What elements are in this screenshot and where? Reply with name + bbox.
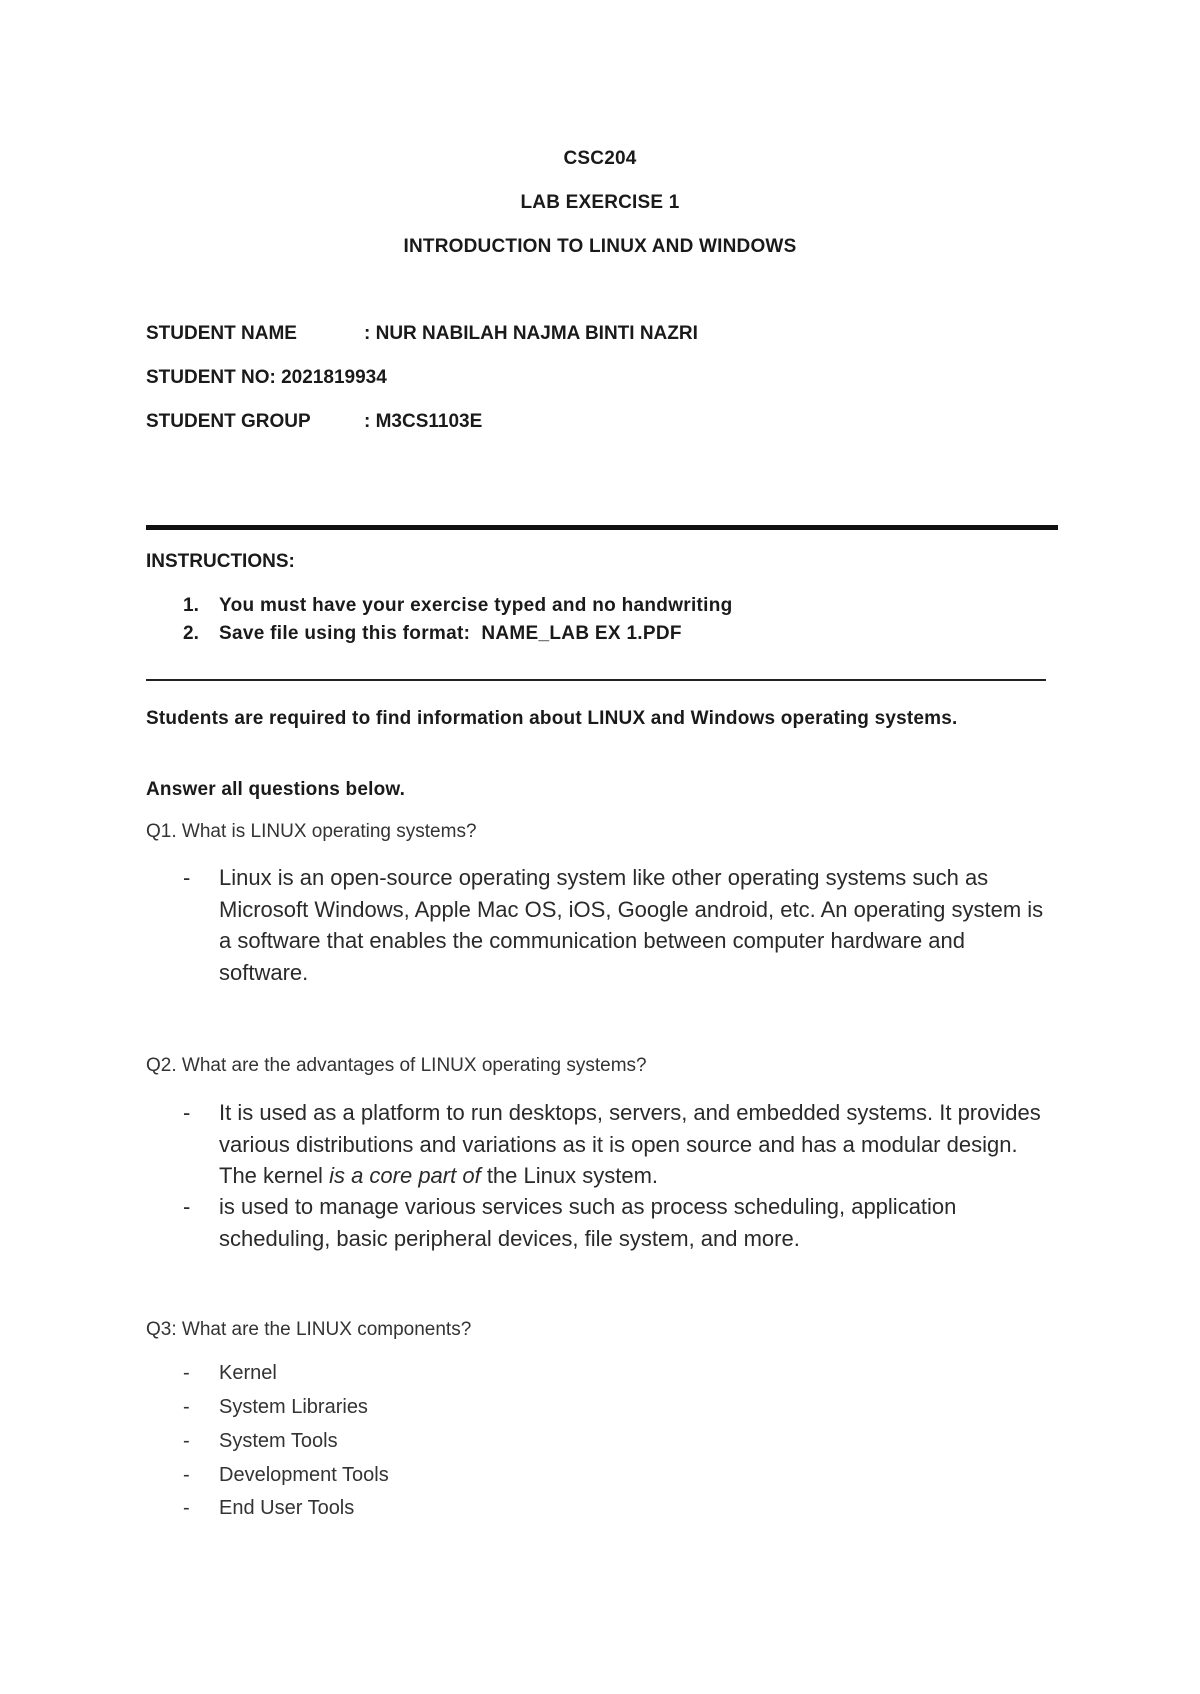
student-no-label: STUDENT NO: (146, 367, 276, 388)
student-name-value: : NUR NABILAH NAJMA BINTI NAZRI (364, 323, 698, 344)
bullet-dash: - (183, 1100, 191, 1125)
component-label: Kernel (219, 1362, 277, 1384)
bullet-dash: - (183, 1396, 190, 1418)
answer-2-text-2: is used to manage various services such as process scheduling, application scheduling, basic peripheral devices, file system, and more. (219, 1194, 957, 1251)
bullet-dash: - (183, 1464, 190, 1486)
answer-2-italic: is a core part of (329, 1163, 481, 1188)
bullet-dash: - (183, 1430, 190, 1452)
question-1: Q1. What is LINUX operating systems? (146, 821, 477, 842)
student-group-label: STUDENT GROUP (146, 411, 311, 432)
bullet-dash: - (183, 865, 191, 890)
student-group-row (146, 411, 482, 433)
answer-1 (183, 862, 1053, 988)
answer-1-text: Linux is an open-source operating system like other operating systems such as Microsoft Windows, Apple Mac OS, iOS, Google android, etc. An operating system is a software that enables the communication between computer hardware and software. (219, 865, 1044, 985)
lab-title: LAB EXERCISE 1 (520, 192, 680, 213)
component-label: Development Tools (219, 1464, 389, 1486)
answer-all-instruction: Answer all questions below. (146, 779, 406, 800)
student-name-row (146, 323, 698, 345)
answer-2-text-1b: the Linux system. (480, 1163, 659, 1188)
instructions-heading: INSTRUCTIONS: (146, 551, 295, 572)
instruction-number: 1. (183, 595, 199, 616)
question-3: Q3: What are the LINUX components? (146, 1319, 472, 1340)
bullet-dash: - (183, 1497, 190, 1519)
student-no-value: 2021819934 (281, 367, 387, 388)
answer-2-item (183, 1191, 1053, 1254)
divider-thick (146, 525, 1058, 530)
answer-2-text-1a: It is used as a platform to run desktops, servers, and embedded systems. It provides various distributions and variations as it is open source and has a modular design. The kernel (219, 1100, 1041, 1188)
student-group-value: : M3CS1103E (364, 411, 483, 432)
task-description: Students are required to find information about LINUX and Windows operating systems. (146, 708, 958, 729)
instruction-number: 2. (183, 623, 199, 644)
instruction-text: Save file using this format: NAME_LAB EX 1.PDF (219, 623, 682, 644)
component-label: End User Tools (219, 1497, 355, 1519)
instruction-text: You must have your exercise typed and no handwriting (219, 595, 733, 616)
component-label: System Tools (219, 1430, 338, 1452)
bullet-dash: - (183, 1194, 191, 1219)
bullet-dash: - (183, 1362, 190, 1384)
student-name-label: STUDENT NAME (146, 323, 297, 344)
course-code: CSC204 (563, 148, 637, 169)
answer-2-item (183, 1097, 1053, 1192)
question-2: Q2. What are the advantages of LINUX operating systems? (146, 1055, 647, 1076)
student-no-row (146, 367, 387, 389)
document-title: INTRODUCTION TO LINUX AND WINDOWS (403, 236, 797, 257)
component-label: System Libraries (219, 1396, 368, 1418)
divider-dashes (146, 679, 1046, 681)
answer-2-text-1 (219, 1097, 1053, 1192)
